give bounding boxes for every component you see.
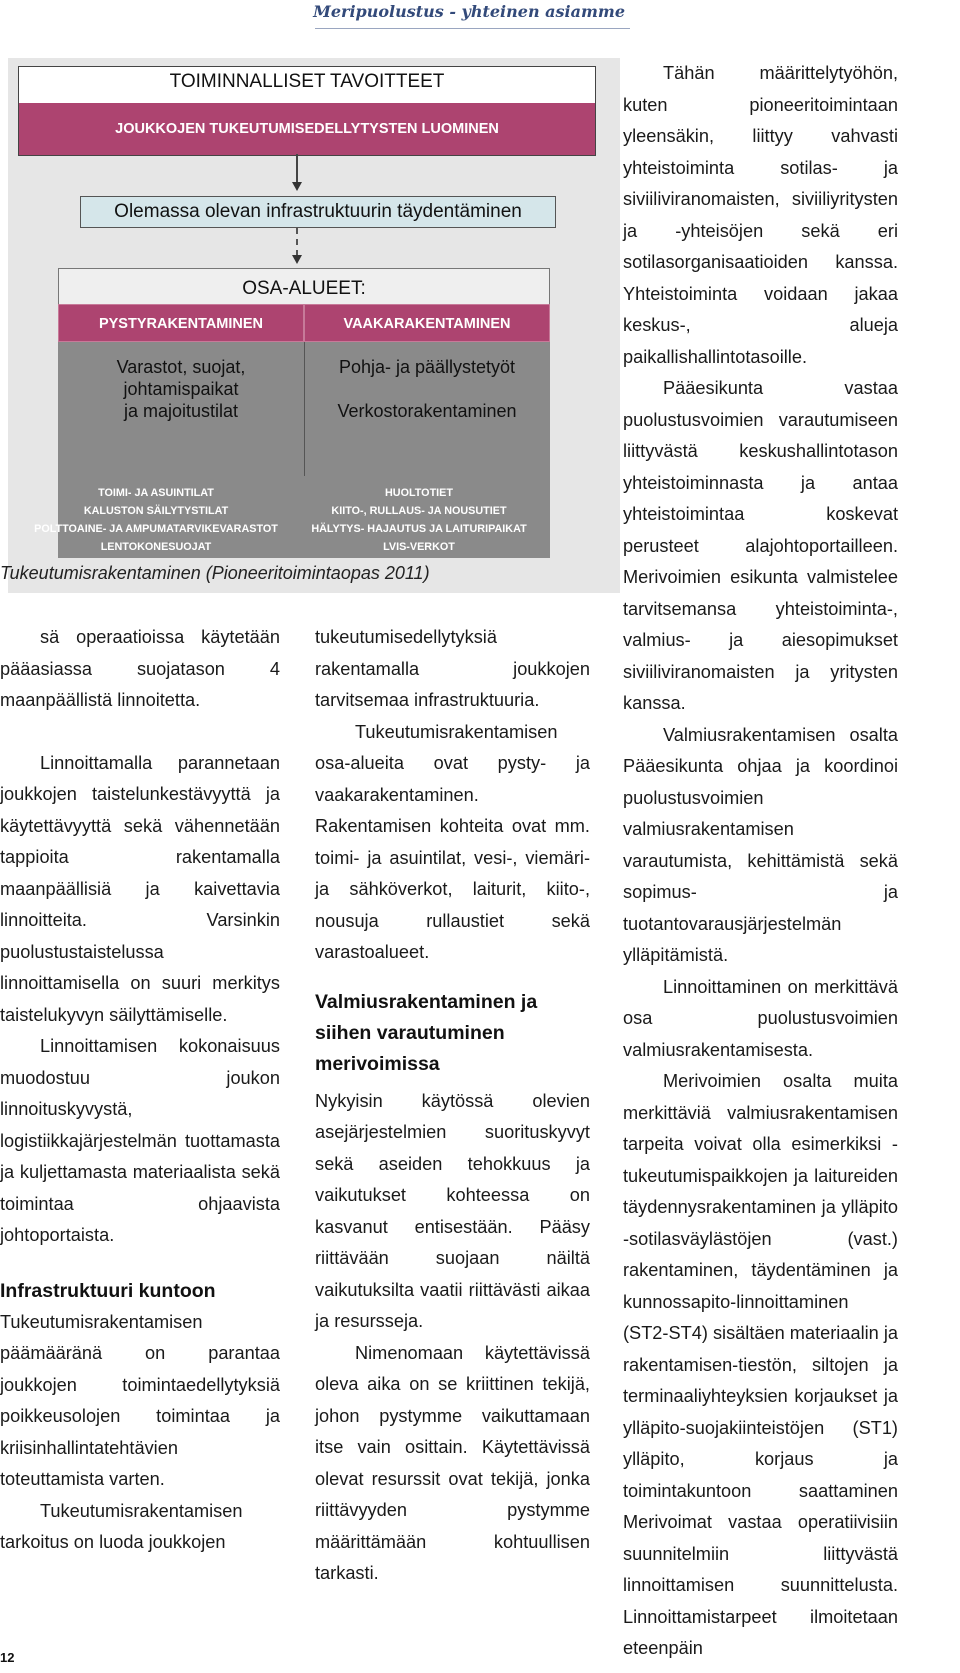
list-item: KALUSTON SÄILYTYSTILAT bbox=[83, 505, 229, 517]
body-line: Verkostorakentaminen bbox=[337, 401, 517, 421]
diagram-caption: Tukeutumisrakentaminen (Pioneeritoimintaopas 2011) bbox=[0, 563, 430, 583]
dashed-arrow-line bbox=[296, 228, 298, 256]
arrow-head bbox=[292, 255, 302, 264]
paragraph: Linnoittamisen kokonaisuus muodostuu joukon linnoituskyvystä, logistiikkajärjestelmän tuottamasta ja kuljettamasta materiaalista sekä toimintaa ohjaavista johtoportaista. bbox=[0, 1036, 280, 1245]
running-title-rule bbox=[315, 28, 630, 29]
paragraph: Merivoimien osalta muita merkittäviä valmiusrakentamisen tarpeita voivat olla esimerkiksi -tukeutumispaikkojen ja laitureiden täydennysrakentaminen ja ylläpito -sotilasväylästöjen (vast.) rakentaminen, täydentäminen ja kunnossapito-linnoittaminen (ST2-ST4) sisältäen materiaalin ja rakentamisen-tiestön, siltojen ja terminaaliyhteyksien korjaukset ja ylläpito-suojakiinteistöjen (ST1) ylläpito, korjaus ja toimintakuntoon saattaminen Merivoimat vastaa operatiivisiin suunnitelmiin liittyvästä linnoittamisen suunnittelusta. Linnoittamistarpeet ilmoitetaan eteenpäin bbox=[623, 1071, 898, 1658]
paragraph: Tähän määrittelytyöhön, kuten pioneeritoimintaan yleensäkin, liittyy vahvasti yhteistoiminta sotilas- ja siviiliviranomaisten, siviiliyritysten ja -yhteisöjen sekä eri sotilasorganisaatioiden kanssa. Yhteistoiminta voidaan jakaa keskus-, alueja paikallishallintotasoille. bbox=[623, 63, 898, 367]
body-line: Varastot, suojat, bbox=[116, 357, 246, 377]
paragraph: tukeutumisedellytyksiä rakentamalla joukkojen tarvitsemaa infrastruktuuria. bbox=[315, 627, 590, 710]
running-title: Meripuolustus - yhteinen asiamme bbox=[313, 2, 625, 21]
arrow-line bbox=[296, 154, 298, 184]
body-line: johtamispaikat bbox=[123, 379, 239, 399]
section-heading: Valmiusrakentaminen ja siihen varautuminen merivoimissa bbox=[315, 990, 538, 1075]
list-item: TOIMI- JA ASUINTILAT bbox=[98, 487, 214, 499]
objectives-title: TOIMINNALLISET TAVOITTEET bbox=[169, 71, 445, 92]
text-column-2 bbox=[315, 622, 590, 1590]
section-heading: Infrastruktuuri kuntoon bbox=[0, 1279, 216, 1302]
subareas-title: OSA-ALUEET: bbox=[58, 268, 550, 305]
body-line: Pohja- ja päällystetyöt bbox=[338, 357, 516, 377]
paragraph: Tukeutumisrakentamisen osa-alueita ovat pysty- ja vaakarakentaminen. Rakentamisen kohteita ovat mm. toimi- ja asuintilat, vesi-, viemäri- ja sähköverkot, laiturit, kiito-, nousuja rullaustiet sekä varastoalueet. bbox=[315, 721, 590, 962]
body-line: ja majoitustilat bbox=[123, 401, 239, 421]
horizontal-construction-list bbox=[304, 484, 534, 556]
paragraph: Tukeutumisrakentamisen päämääränä on parantaa joukkojen toimintaedellytyksiä poikkeusolojen toimintaa ja kriisinhallintatehtävien toteuttamista varten. bbox=[0, 1311, 280, 1489]
paragraph: Valmiusrakentamisen osalta Pääesikunta ohjaa ja koordinoi puolustusvoimien valmiusrakentamisen varautumista, kehittämistä sekä sopimus- ja tuotantovarausjärjestelmän ylläpitämistä. bbox=[623, 724, 898, 965]
list-item: LVIS-VERKOT bbox=[383, 541, 455, 553]
text-column-1 bbox=[0, 622, 280, 1559]
horizontal-construction-body bbox=[304, 342, 550, 476]
diagram bbox=[0, 48, 630, 596]
list-item: POLTTOAINE- JA AMPUMATARVIKEVARASTOT bbox=[34, 523, 278, 535]
diagram-frame bbox=[8, 58, 620, 593]
list-item: HUOLTOTIET bbox=[385, 487, 453, 499]
infra-box: Olemassa olevan infrastruktuurin täydentäminen bbox=[80, 196, 556, 228]
list-item: LENTOKONESUOJAT bbox=[100, 541, 212, 553]
paragraph: sä operaatioissa käytetään pääasiassa suojatason 4 maanpäällistä linnoitetta. bbox=[0, 627, 280, 710]
paragraph: Tukeutumisrakentamisen tarkoitus on luoda joukkojen bbox=[0, 1500, 243, 1552]
paragraph: Linnoittaminen on merkittävä osa puolustusvoimien valmiusrakentamisesta. bbox=[623, 976, 898, 1060]
list-item: KIITO-, RULLAUS- JA NOUSUTIET bbox=[331, 505, 507, 517]
paragraph: Nimenomaan käytettävissä oleva aika on se kriittinen tekijä, johon pystymme vaikuttamaan itse vain osittain. Käytettävissä olevat resurssit ovat tekijä, jonka riittävyyden pystymme määrittämään kohtuullisen tarkasti. bbox=[315, 1342, 590, 1583]
paragraph: Linnoittamalla parannetaan joukkojen taistelunkestävyyttä ja käytettävyyttä sekä vähennetään tappioita rakentamalla maanpäällisiä ja kaivettavia linnoitteita. Varsinkin puolustustaistelussa linnoittamisella on suuri merkitys taistelukyvyn säilyttämiselle. bbox=[0, 752, 280, 1025]
arrow-head bbox=[292, 182, 302, 191]
vertical-construction-head: PYSTYRAKENTAMINEN bbox=[58, 304, 304, 342]
list-item: HÄLYTYS- HAJAUTUS JA LAITURIPAIKAT bbox=[311, 523, 527, 535]
paragraph: Pääesikunta vastaa puolustusvoimien varautumiseen liittyvästä keskushallintotason yhteistoiminnasta ja antaa yhteistoimintaa koskevat perusteet alajohtoportailleen. Merivoimien esikunta valmistelee tarvitsemansa yhteistoiminta-, valmius- ja aiesopimukset siviiliviranomaisten ja yritysten kanssa. bbox=[623, 378, 898, 713]
objectives-box bbox=[18, 66, 596, 156]
horizontal-construction-head: VAAKARAKENTAMINEN bbox=[304, 304, 550, 342]
vertical-construction-body bbox=[58, 342, 304, 476]
vertical-construction-list bbox=[8, 484, 304, 556]
text-column-3 bbox=[623, 58, 898, 1665]
page-number: 12 bbox=[0, 1650, 15, 1665]
paragraph: Nykyisin käytössä olevien asejärjestelmien suorituskyvyt sekä aseiden tehokkuus ja vaikutukset kohteessa on kasvanut entisestään. Pääsy riittävään suojaan näiltä vaikutuksilta vaatii riittävästi aikaa ja resursseja. bbox=[315, 1090, 590, 1331]
objectives-subtitle: JOUKKOJEN TUKEUTUMISEDELLYTYSTEN LUOMINEN bbox=[19, 103, 595, 155]
